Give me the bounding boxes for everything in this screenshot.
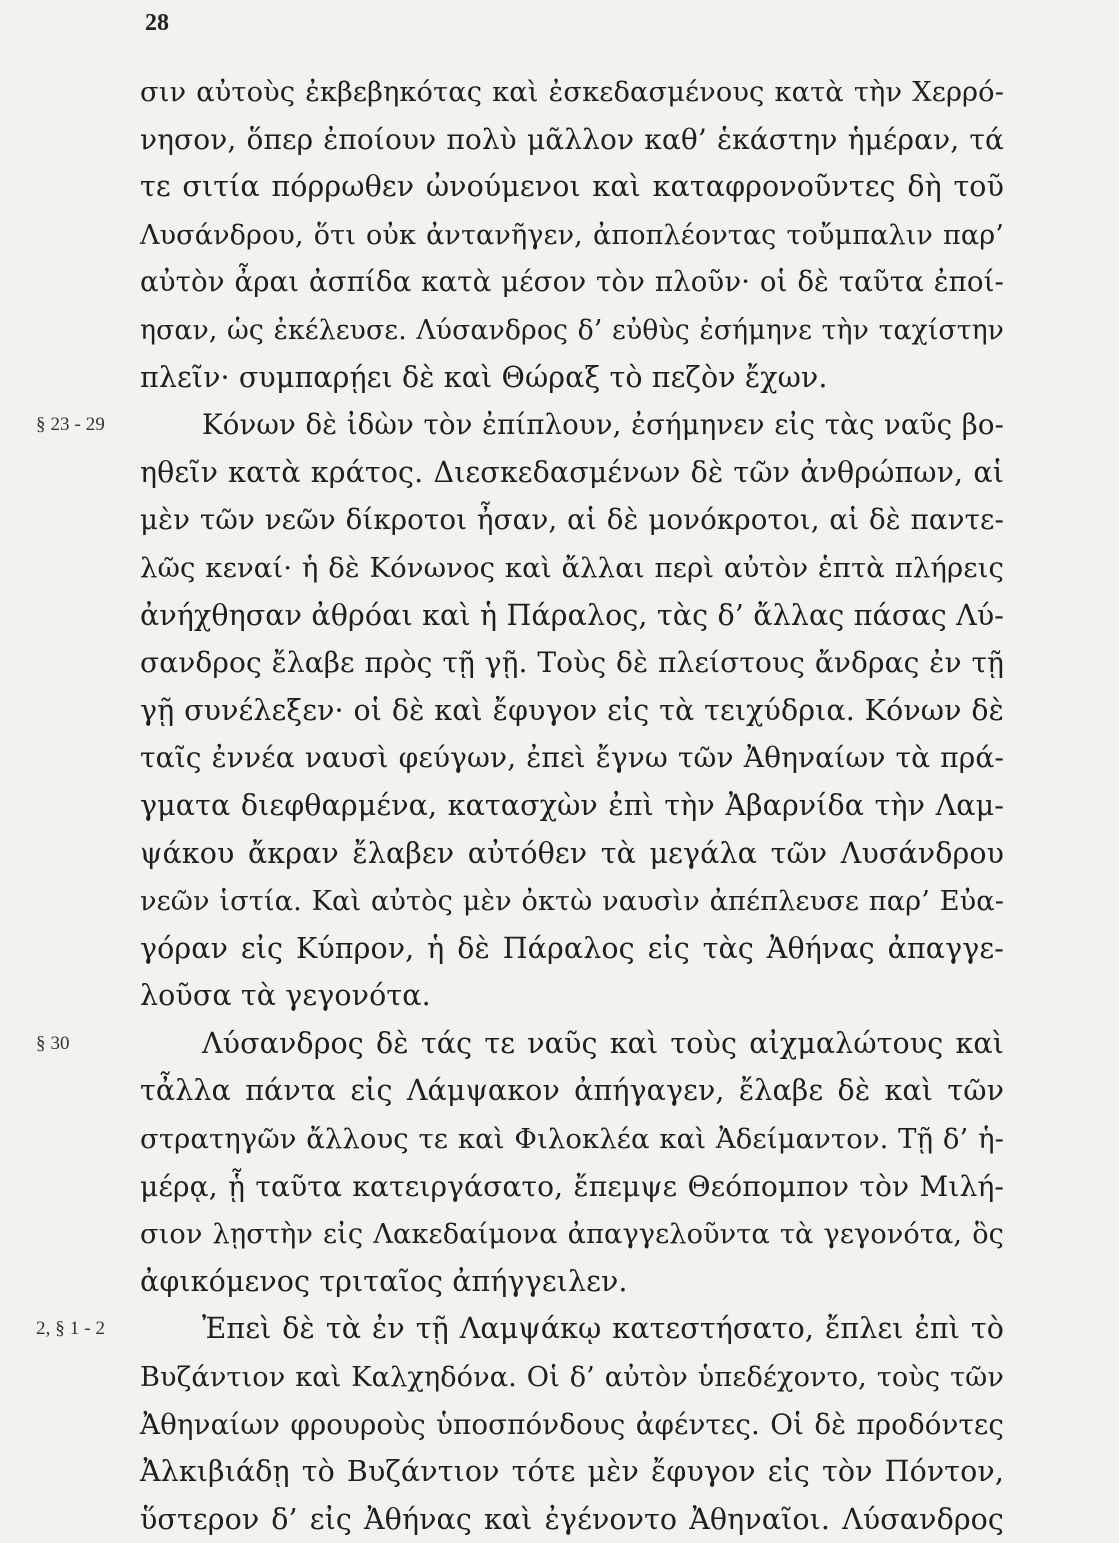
text-line <box>140 1401 1010 1449</box>
text-line <box>140 449 1010 497</box>
text-line <box>36 401 1010 449</box>
line-text: στρατηγῶν ἄλλους τε καὶ Φιλοκλέα καὶ Ἀδείμαντον. Τῇ δ’ ἡ- <box>140 1124 1004 1156</box>
line-text: αὐτὸν ἆραι ἀσπίδα κατὰ μέσον τὸν πλοῦν· οἱ δὲ ταῦτα ἐποί- <box>140 265 1004 299</box>
line-text: Λυσάνδρου, ὅτι οὐκ ἀντανῆγεν, ἀποπλέοντας τοὔμπαλιν παρ’ <box>140 219 1004 251</box>
line-text: σανδρος ἔλαβε πρὸς τῇ γῇ. Τοὺς δὲ πλείστους ἄνδρας ἐν τῇ <box>140 646 1004 680</box>
text-line <box>140 1353 1010 1401</box>
line-text: ησαν, ὡς ἐκέλευσε. Λύσανδρος δ’ εὐθὺς ἐσήμηνε τὴν ταχίστην <box>140 314 1004 346</box>
page-number: 28 <box>145 10 169 36</box>
section-reference: § 30 <box>36 1032 70 1054</box>
text-line <box>140 496 1010 544</box>
line-text: ταῖς ἐννέα ναυσὶ φεύγων, ἐπεὶ ἔγνω τῶν Ἀθηναίων τὰ πρά- <box>140 741 1004 775</box>
line-text: Λύσανδρος δὲ τάς τε ναῦς καὶ τοὺς αἰχμαλώτους καὶ <box>202 1026 1004 1060</box>
line-text: Ἐπεὶ δὲ τὰ ἐν τῇ Λαμψάκῳ κατεστήσατο, ἔπλει ἐπὶ τὸ <box>202 1312 1004 1346</box>
line-text: Κόνων δὲ ἰδὼν τὸν ἐπίπλουν, ἐσήμηνεν εἰς τὰς ναῦς βο- <box>202 408 1004 442</box>
text-line <box>140 1258 1010 1306</box>
line-text: πλεῖν· συμπαρῄει δὲ καὶ Θώραξ τὸ πεζὸν ἔχων. <box>140 360 828 394</box>
text-line <box>140 972 1010 1020</box>
text-line <box>140 687 1010 735</box>
text-line <box>140 734 1010 782</box>
line-text: ηθεῖν κατὰ κράτος. Διεσκεδασμένων δὲ τῶν ἀνθρώπων, αἱ <box>140 455 1004 489</box>
text-line <box>140 1448 1010 1496</box>
text-line <box>140 68 1010 116</box>
line-text: ἀφικόμενος τριταῖος ἀπήγγειλεν. <box>140 1264 628 1298</box>
text-line <box>140 782 1010 830</box>
text-line <box>140 544 1010 592</box>
line-text: μέρᾳ, ᾗ ταῦτα κατειργάσατο, ἔπεμψε Θεόπομπον τὸν Μιλή- <box>140 1169 1004 1203</box>
text-line <box>140 354 1010 402</box>
text-line <box>140 1210 1010 1258</box>
text-line <box>140 592 1010 640</box>
line-text: τἆλλα πάντα εἰς Λάμψακον ἀπήγαγεν, ἔλαβε δὲ καὶ τῶν <box>140 1074 1004 1108</box>
line-text: τε σιτία πόρρωθεν ὠνούμενοι καὶ καταφρονοῦντες δὴ τοῦ <box>140 170 1004 204</box>
line-text: Ἀλκιβιάδῃ τὸ Βυζάντιον τότε μὲν ἔφυγον εἰς τὸν Πόντον, <box>140 1455 1004 1489</box>
text-line <box>140 877 1010 925</box>
text-line <box>140 1496 1010 1543</box>
text-line <box>140 211 1010 259</box>
text-line <box>36 1020 1010 1068</box>
section-reference: § 23 - 29 <box>36 414 105 436</box>
text-line <box>140 258 1010 306</box>
text-line <box>140 830 1010 878</box>
line-text: ἀνήχθησαν ἀθρόαι καὶ ἡ Πάραλος, τὰς δ’ ἄλλας πάσας Λύ- <box>140 598 1004 632</box>
line-text: ὕστερον δ’ εἰς Ἀθήνας καὶ ἐγένοντο Ἀθηναῖοι. Λύσανδρος <box>140 1502 1004 1536</box>
text-line <box>140 1067 1010 1115</box>
line-text: γματα διεφθαρμένα, κατασχὼν ἐπὶ τὴν Ἀβαρνίδα τὴν Λαμ- <box>140 788 1004 822</box>
greek-text-body <box>36 68 1010 1543</box>
line-text: νεῶν ἱστία. Καὶ αὐτὸς μὲν ὀκτὼ ναυσὶν ἀπέπλευσε παρ’ Εὐα- <box>140 886 1004 918</box>
text-line <box>140 1115 1010 1163</box>
line-text: Ἀθηναίων φρουροὺς ὑποσπόνδους ἀφέντες. Οἱ δὲ προδόντες <box>140 1407 1004 1441</box>
text-line <box>140 163 1010 211</box>
line-text: σιον λῃστὴν εἰς Λακεδαίμονα ἀπαγγελοῦντα τὰ γεγονότα, ὃς <box>140 1219 1004 1251</box>
line-text: Βυζάντιον καὶ Καλχηδόνα. Οἱ δ’ αὐτὸν ὑπεδέχοντο, τοὺς τῶν <box>140 1362 1004 1394</box>
section-reference: 2, § 1 - 2 <box>36 1318 106 1340</box>
text-line <box>140 1163 1010 1211</box>
line-text: γῇ συνέλεξεν· οἱ δὲ καὶ ἔφυγον εἰς τὰ τειχύδρια. Κόνων δὲ <box>140 693 1004 727</box>
line-text: λῶς κεναί· ἡ δὲ Κόνωνος καὶ ἄλλαι περὶ αὐτὸν ἑπτὰ πλήρεις <box>140 551 1004 584</box>
line-text: γόραν εἰς Κύπρον, ἡ δὲ Πάραλος εἰς τὰς Ἀθήνας ἀπαγγε- <box>140 931 1004 965</box>
text-line <box>140 639 1010 687</box>
line-text: νησον, ὅπερ ἐποίουν πολὺ μᾶλλον καθ’ ἑκάστην ἡμέραν, τά <box>140 122 1004 156</box>
text-line <box>140 116 1010 164</box>
line-text: λοῦσα τὰ γεγονότα. <box>140 979 431 1013</box>
text-line <box>140 306 1010 354</box>
line-text: ψάκου ἄκραν ἔλαβεν αὐτόθεν τὰ μεγάλα τῶν Λυσάνδρου <box>140 836 1004 870</box>
text-line <box>140 925 1010 973</box>
line-text: μὲν τῶν νεῶν δίκροτοι ἦσαν, αἱ δὲ μονόκροτοι, αἱ δὲ παντε- <box>140 503 1004 537</box>
line-text: σιν αὐτοὺς ἐκβεβηκότας καὶ ἐσκεδασμένους κατὰ τὴν Χερρό- <box>140 77 1004 108</box>
text-line <box>36 1305 1010 1353</box>
